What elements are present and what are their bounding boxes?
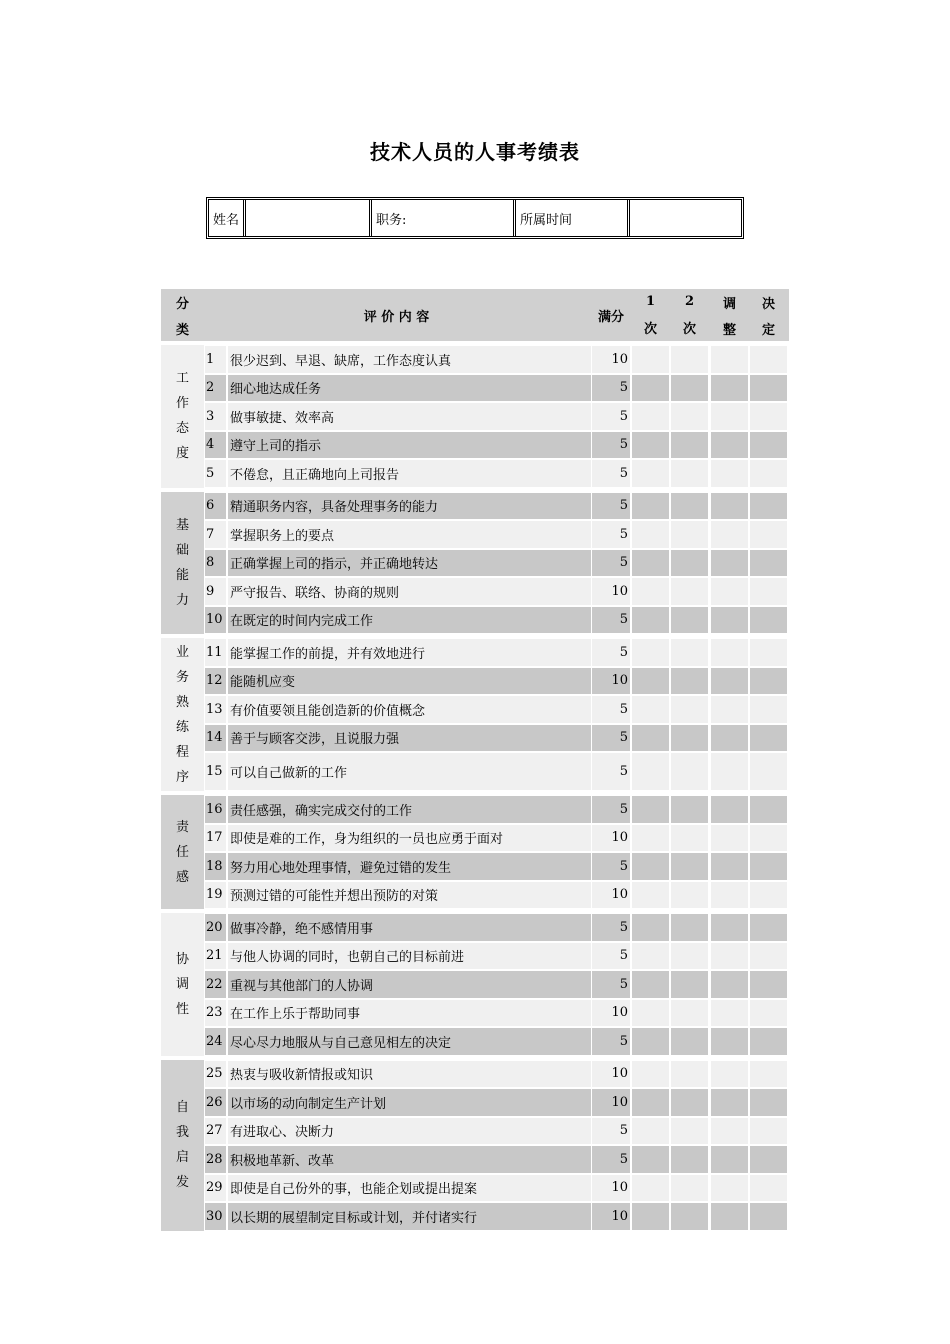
table-row	[204, 402, 789, 431]
first-score-cell[interactable]	[632, 1118, 669, 1145]
item-number: 25	[205, 1061, 226, 1088]
adjust-cell[interactable]	[711, 493, 748, 520]
item-number: 12	[205, 668, 226, 695]
first-score-cell[interactable]	[632, 796, 669, 823]
first-score-cell[interactable]	[632, 1028, 669, 1055]
adjust-cell[interactable]	[711, 914, 748, 941]
second-score-cell[interactable]	[671, 796, 708, 823]
category-group	[161, 1060, 789, 1231]
decide-cell[interactable]	[750, 346, 787, 373]
item-full-score: 10	[592, 1203, 630, 1230]
item-text: 尽心尽力地服从与自己意见相左的决定	[228, 1028, 591, 1055]
table-row	[204, 638, 789, 667]
adjust-cell[interactable]	[711, 882, 748, 909]
item-number: 29	[205, 1175, 226, 1202]
category-label: 基 础 能 力	[161, 492, 204, 635]
item-full-score: 5	[592, 493, 630, 520]
table-row	[204, 970, 789, 999]
decide-cell[interactable]	[750, 914, 787, 941]
second-score-cell[interactable]	[671, 493, 708, 520]
table-row	[204, 724, 789, 753]
second-score-cell[interactable]	[671, 1118, 708, 1145]
second-score-cell[interactable]	[671, 1089, 708, 1116]
item-number: 5	[205, 460, 226, 487]
item-text: 有价值要领且能创造新的价值概念	[228, 696, 591, 723]
item-full-score: 5	[592, 607, 630, 634]
item-number: 13	[205, 696, 226, 723]
table-row	[204, 606, 789, 635]
period-field[interactable]	[630, 200, 741, 236]
decide-cell[interactable]	[750, 882, 787, 909]
decide-cell[interactable]	[750, 493, 787, 520]
evaluation-table	[161, 289, 789, 1231]
item-text: 责任感强，确实完成交付的工作	[228, 796, 591, 823]
table-body	[161, 345, 789, 1231]
decide-cell[interactable]	[750, 403, 787, 430]
first-score-cell[interactable]	[632, 1089, 669, 1116]
first-score-cell[interactable]	[632, 1061, 669, 1088]
category-label: 工 作 态 度	[161, 345, 204, 488]
item-text: 善于与顾客交涉，且说服力强	[228, 725, 591, 752]
employee-info-table	[206, 197, 744, 239]
second-score-cell[interactable]	[671, 1203, 708, 1230]
name-field[interactable]	[246, 200, 372, 236]
table-row	[204, 431, 789, 460]
decide-cell[interactable]	[750, 1028, 787, 1055]
header-adjust: 调 整	[722, 296, 736, 338]
item-full-score: 5	[592, 460, 630, 487]
item-text: 在工作上乐于帮助同事	[228, 1000, 591, 1027]
table-header	[161, 289, 789, 341]
second-score-cell[interactable]	[671, 1146, 708, 1173]
decide-cell[interactable]	[750, 1118, 787, 1145]
adjust-cell[interactable]	[711, 1000, 748, 1027]
item-number: 8	[205, 550, 226, 577]
decide-cell[interactable]	[750, 1061, 787, 1088]
item-number: 1	[205, 346, 226, 373]
item-full-score: 5	[592, 432, 630, 459]
item-full-score: 5	[592, 1028, 630, 1055]
adjust-cell[interactable]	[711, 460, 748, 487]
adjust-cell[interactable]	[711, 1175, 748, 1202]
adjust-cell[interactable]	[711, 753, 748, 790]
category-label: 自 我 启 发	[161, 1060, 204, 1231]
item-text: 即使是自己份外的事，也能企划或提出提案	[228, 1175, 591, 1202]
first-score-cell[interactable]	[632, 882, 669, 909]
table-row	[204, 695, 789, 724]
decide-cell[interactable]	[750, 825, 787, 852]
item-number: 3	[205, 403, 226, 430]
item-full-score: 5	[592, 971, 630, 998]
item-full-score: 10	[592, 1061, 630, 1088]
item-number: 9	[205, 578, 226, 605]
second-score-cell[interactable]	[671, 668, 708, 695]
item-text: 精通职务内容，具备处理事务的能力	[228, 493, 591, 520]
table-row	[204, 1088, 789, 1117]
item-text: 遵守上司的指示	[228, 432, 591, 459]
table-row	[204, 795, 789, 824]
decide-cell[interactable]	[750, 753, 787, 790]
item-number: 26	[205, 1089, 226, 1116]
second-score-cell[interactable]	[671, 1175, 708, 1202]
adjust-cell[interactable]	[711, 639, 748, 666]
second-score-cell[interactable]	[671, 521, 708, 548]
table-row	[204, 999, 789, 1028]
item-full-score: 10	[592, 1175, 630, 1202]
table-row	[204, 1202, 789, 1231]
table-row	[204, 577, 789, 606]
first-score-cell[interactable]	[632, 639, 669, 666]
second-score-cell[interactable]	[671, 882, 708, 909]
decide-cell[interactable]	[750, 460, 787, 487]
second-score-cell[interactable]	[671, 460, 708, 487]
first-score-cell[interactable]	[632, 521, 669, 548]
table-row	[204, 752, 789, 791]
adjust-cell[interactable]	[711, 375, 748, 402]
item-full-score: 5	[592, 943, 630, 970]
decide-cell[interactable]	[750, 796, 787, 823]
second-score-cell[interactable]	[671, 578, 708, 605]
second-score-cell[interactable]	[671, 825, 708, 852]
item-text: 细心地达成任务	[228, 375, 591, 402]
decide-cell[interactable]	[750, 1000, 787, 1027]
decide-cell[interactable]	[750, 550, 787, 577]
first-score-cell[interactable]	[632, 696, 669, 723]
first-score-cell[interactable]	[632, 825, 669, 852]
adjust-cell[interactable]	[711, 1028, 748, 1055]
first-score-cell[interactable]	[632, 432, 669, 459]
item-number: 23	[205, 1000, 226, 1027]
item-text: 即使是难的工作，身为组织的一员也应勇于面对	[228, 825, 591, 852]
item-text: 积极地革新、改革	[228, 1146, 591, 1173]
second-score-cell[interactable]	[671, 403, 708, 430]
decide-cell[interactable]	[750, 607, 787, 634]
first-score-cell[interactable]	[632, 460, 669, 487]
item-text: 正确掌握上司的指示，并正确地转达	[228, 550, 591, 577]
second-score-cell[interactable]	[671, 971, 708, 998]
item-text: 以长期的展望制定目标或计划，并付诸实行	[228, 1203, 591, 1230]
item-full-score: 5	[592, 753, 630, 790]
item-number: 16	[205, 796, 226, 823]
item-number: 2	[205, 375, 226, 402]
item-full-score: 5	[592, 725, 630, 752]
table-row	[204, 913, 789, 942]
table-row	[204, 667, 789, 696]
first-score-cell[interactable]	[632, 1000, 669, 1027]
adjust-cell[interactable]	[711, 825, 748, 852]
item-number: 20	[205, 914, 226, 941]
item-text: 很少迟到、早退、缺席，工作态度认真	[228, 346, 591, 373]
table-row	[204, 824, 789, 853]
item-text: 重视与其他部门的人协调	[228, 971, 591, 998]
table-row	[204, 1174, 789, 1203]
item-number: 14	[205, 725, 226, 752]
table-row	[204, 1145, 789, 1174]
decide-cell[interactable]	[750, 521, 787, 548]
adjust-cell[interactable]	[711, 403, 748, 430]
table-row	[204, 549, 789, 578]
second-score-cell[interactable]	[671, 943, 708, 970]
first-score-cell[interactable]	[632, 725, 669, 752]
decide-cell[interactable]	[750, 668, 787, 695]
item-full-score: 10	[592, 825, 630, 852]
header-content: 评 价 内 容	[363, 309, 430, 325]
item-number: 15	[205, 753, 226, 790]
item-text: 严守报告、联络、协商的规则	[228, 578, 591, 605]
item-number: 28	[205, 1146, 226, 1173]
first-score-cell[interactable]	[632, 753, 669, 790]
adjust-cell[interactable]	[711, 853, 748, 880]
page-title: 技术人员的人事考绩表	[370, 140, 580, 164]
second-score-cell[interactable]	[671, 1061, 708, 1088]
table-row	[204, 520, 789, 549]
category-label: 责 任 感	[161, 795, 204, 909]
decide-cell[interactable]	[750, 432, 787, 459]
item-full-score: 5	[592, 375, 630, 402]
adjust-cell[interactable]	[711, 668, 748, 695]
table-row	[204, 374, 789, 403]
decide-cell[interactable]	[750, 578, 787, 605]
item-number: 27	[205, 1118, 226, 1145]
second-score-cell[interactable]	[671, 853, 708, 880]
table-row	[204, 1117, 789, 1146]
header-decide: 决 定	[761, 296, 775, 338]
item-full-score: 10	[592, 1089, 630, 1116]
item-full-score: 10	[592, 346, 630, 373]
second-score-cell[interactable]	[671, 1000, 708, 1027]
second-score-cell[interactable]	[671, 753, 708, 790]
item-text: 以市场的动向制定生产计划	[228, 1089, 591, 1116]
adjust-cell[interactable]	[711, 796, 748, 823]
item-text: 不倦怠，且正确地向上司报告	[228, 460, 591, 487]
item-full-score: 5	[592, 1146, 630, 1173]
item-full-score: 5	[592, 914, 630, 941]
item-text: 掌握职务上的要点	[228, 521, 591, 548]
item-full-score: 5	[592, 796, 630, 823]
item-full-score: 5	[592, 403, 630, 430]
table-row	[204, 345, 789, 374]
adjust-cell[interactable]	[711, 578, 748, 605]
category-group	[161, 795, 789, 909]
table-row	[204, 881, 789, 910]
item-text: 有进取心、决断力	[228, 1118, 591, 1145]
item-text: 预测过错的可能性并想出预防的对策	[228, 882, 591, 909]
item-full-score: 5	[592, 639, 630, 666]
item-full-score: 5	[592, 1118, 630, 1145]
decide-cell[interactable]	[750, 725, 787, 752]
item-text: 能掌握工作的前提，并有效地进行	[228, 639, 591, 666]
first-score-cell[interactable]	[632, 578, 669, 605]
header-full-score: 满分	[597, 309, 624, 325]
decide-cell[interactable]	[750, 1203, 787, 1230]
adjust-cell[interactable]	[711, 971, 748, 998]
first-score-cell[interactable]	[632, 346, 669, 373]
item-text: 在既定的时间内完成工作	[228, 607, 591, 634]
adjust-cell[interactable]	[711, 521, 748, 548]
second-score-cell[interactable]	[671, 550, 708, 577]
adjust-cell[interactable]	[711, 725, 748, 752]
item-text: 做事敏捷、效率高	[228, 403, 591, 430]
first-score-cell[interactable]	[632, 1203, 669, 1230]
first-score-cell[interactable]	[632, 914, 669, 941]
decide-cell[interactable]	[750, 1175, 787, 1202]
table-row	[204, 852, 789, 881]
second-score-cell[interactable]	[671, 639, 708, 666]
adjust-cell[interactable]	[711, 696, 748, 723]
decide-cell[interactable]	[750, 375, 787, 402]
item-full-score: 10	[592, 668, 630, 695]
item-number: 21	[205, 943, 226, 970]
category-label: 业 务 熟 练 程 序	[161, 638, 204, 791]
category-group	[161, 492, 789, 635]
decide-cell[interactable]	[750, 1146, 787, 1173]
item-full-score: 10	[592, 882, 630, 909]
adjust-cell[interactable]	[711, 432, 748, 459]
decide-cell[interactable]	[750, 853, 787, 880]
second-score-cell[interactable]	[671, 725, 708, 752]
second-score-cell[interactable]	[671, 375, 708, 402]
item-full-score: 5	[592, 550, 630, 577]
item-full-score: 10	[592, 578, 630, 605]
second-score-cell[interactable]	[671, 432, 708, 459]
category-group	[161, 638, 789, 791]
adjust-cell[interactable]	[711, 943, 748, 970]
position-label: 职务:	[372, 200, 516, 236]
item-full-score: 5	[592, 853, 630, 880]
item-full-score: 10	[592, 1000, 630, 1027]
item-number: 22	[205, 971, 226, 998]
second-score-cell[interactable]	[671, 607, 708, 634]
adjust-cell[interactable]	[711, 607, 748, 634]
item-number: 24	[205, 1028, 226, 1055]
first-score-cell[interactable]	[632, 493, 669, 520]
first-score-cell[interactable]	[632, 1175, 669, 1202]
header-category: 分 类	[175, 296, 189, 338]
header-first: 1 次	[643, 293, 657, 337]
item-text: 与他人协调的同时，也朝自己的目标前进	[228, 943, 591, 970]
item-number: 11	[205, 639, 226, 666]
second-score-cell[interactable]	[671, 696, 708, 723]
item-text: 努力用心地处理事情，避免过错的发生	[228, 853, 591, 880]
first-score-cell[interactable]	[632, 1146, 669, 1173]
adjust-cell[interactable]	[711, 346, 748, 373]
name-label: 姓名	[209, 200, 246, 236]
category-label: 协 调 性	[161, 913, 204, 1056]
second-score-cell[interactable]	[671, 914, 708, 941]
adjust-cell[interactable]	[711, 1118, 748, 1145]
first-score-cell[interactable]	[632, 375, 669, 402]
item-text: 做事冷静，绝不感情用事	[228, 914, 591, 941]
adjust-cell[interactable]	[711, 1089, 748, 1116]
item-full-score: 5	[592, 696, 630, 723]
item-full-score: 5	[592, 521, 630, 548]
item-number: 7	[205, 521, 226, 548]
category-group	[161, 345, 789, 488]
table-row	[204, 1027, 789, 1056]
item-text: 能随机应变	[228, 668, 591, 695]
item-text: 可以自己做新的工作	[228, 753, 591, 790]
table-row	[204, 492, 789, 521]
item-number: 19	[205, 882, 226, 909]
table-row	[204, 1060, 789, 1089]
second-score-cell[interactable]	[671, 1028, 708, 1055]
decide-cell[interactable]	[750, 639, 787, 666]
item-text: 热衷与吸收新情报或知识	[228, 1061, 591, 1088]
first-score-cell[interactable]	[632, 668, 669, 695]
adjust-cell[interactable]	[711, 1146, 748, 1173]
decide-cell[interactable]	[750, 696, 787, 723]
table-row	[204, 459, 789, 488]
first-score-cell[interactable]	[632, 403, 669, 430]
first-score-cell[interactable]	[632, 971, 669, 998]
decide-cell[interactable]	[750, 943, 787, 970]
period-label: 所属时间	[516, 200, 630, 236]
decide-cell[interactable]	[750, 1089, 787, 1116]
second-score-cell[interactable]	[671, 346, 708, 373]
adjust-cell[interactable]	[711, 1061, 748, 1088]
decide-cell[interactable]	[750, 971, 787, 998]
category-group	[161, 913, 789, 1056]
first-score-cell[interactable]	[632, 607, 669, 634]
table-row	[204, 942, 789, 971]
item-number: 10	[205, 607, 226, 634]
adjust-cell[interactable]	[711, 1203, 748, 1230]
first-score-cell[interactable]	[632, 853, 669, 880]
item-number: 18	[205, 853, 226, 880]
first-score-cell[interactable]	[632, 550, 669, 577]
item-number: 17	[205, 825, 226, 852]
adjust-cell[interactable]	[711, 550, 748, 577]
header-second: 2 次	[682, 293, 696, 337]
item-number: 4	[205, 432, 226, 459]
item-number: 6	[205, 493, 226, 520]
first-score-cell[interactable]	[632, 943, 669, 970]
item-number: 30	[205, 1203, 226, 1230]
